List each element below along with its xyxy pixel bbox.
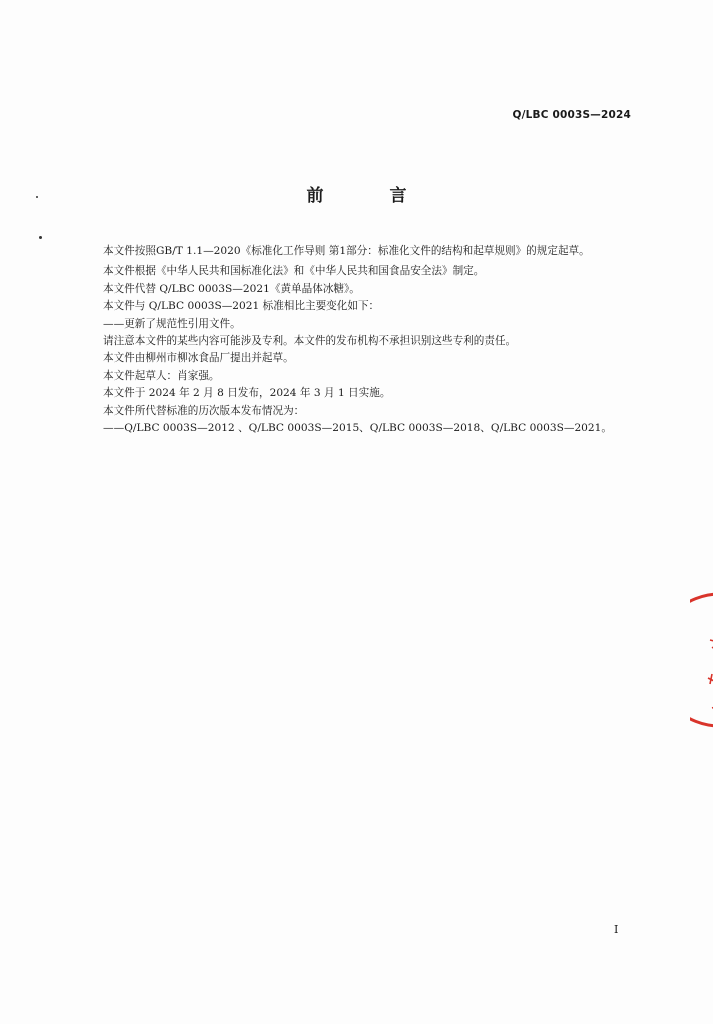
paragraph: ——Q/LBC 0003S—2012 、Q/LBC 0003S—2015、Q/LBC 0003S—2018、Q/LBC 0003S—2021。 xyxy=(103,422,612,435)
paragraph: 本文件由柳州市柳冰食品厂提出并起草。 xyxy=(103,352,294,365)
red-seal-stamp xyxy=(690,590,713,730)
paragraph: 本文件代替 Q/LBC 0003S—2021《黄单晶体冰糖》。 xyxy=(103,282,360,295)
scan-speck xyxy=(39,236,42,239)
page-number: I xyxy=(614,923,619,936)
paragraph: 本文件所代替标准的历次版本发布情况为： xyxy=(103,404,305,417)
page-title: 前 言 xyxy=(306,186,437,206)
paragraph: 请注意本文件的某些内容可能涉及专利。本文件的发布机构不承担识别这些专利的责任。 xyxy=(103,335,517,348)
paragraph: 本文件起草人：肖家强。 xyxy=(103,369,220,382)
document-code: Q/LBC 0003S—2024 xyxy=(512,109,631,121)
paragraph: 本文件按照GB/T 1.1—2020《标准化工作导则 第1部分：标准化文件的结构和起草规则》的规定起草。 xyxy=(103,245,590,257)
paragraph: 本文件根据《中华人民共和国标准化法》和《中华人民共和国食品安全法》制定。 xyxy=(103,265,485,278)
paragraph: ——更新了规范性引用文件。 xyxy=(103,317,241,330)
document-body xyxy=(82,243,634,437)
paragraph: 本文件与 Q/LBC 0003S—2021 标准相比主要变化如下： xyxy=(103,300,380,313)
paragraph: 本文件于 2024 年 2 月 8 日发布，2024 年 3 月 1 日实施。 xyxy=(103,387,391,400)
